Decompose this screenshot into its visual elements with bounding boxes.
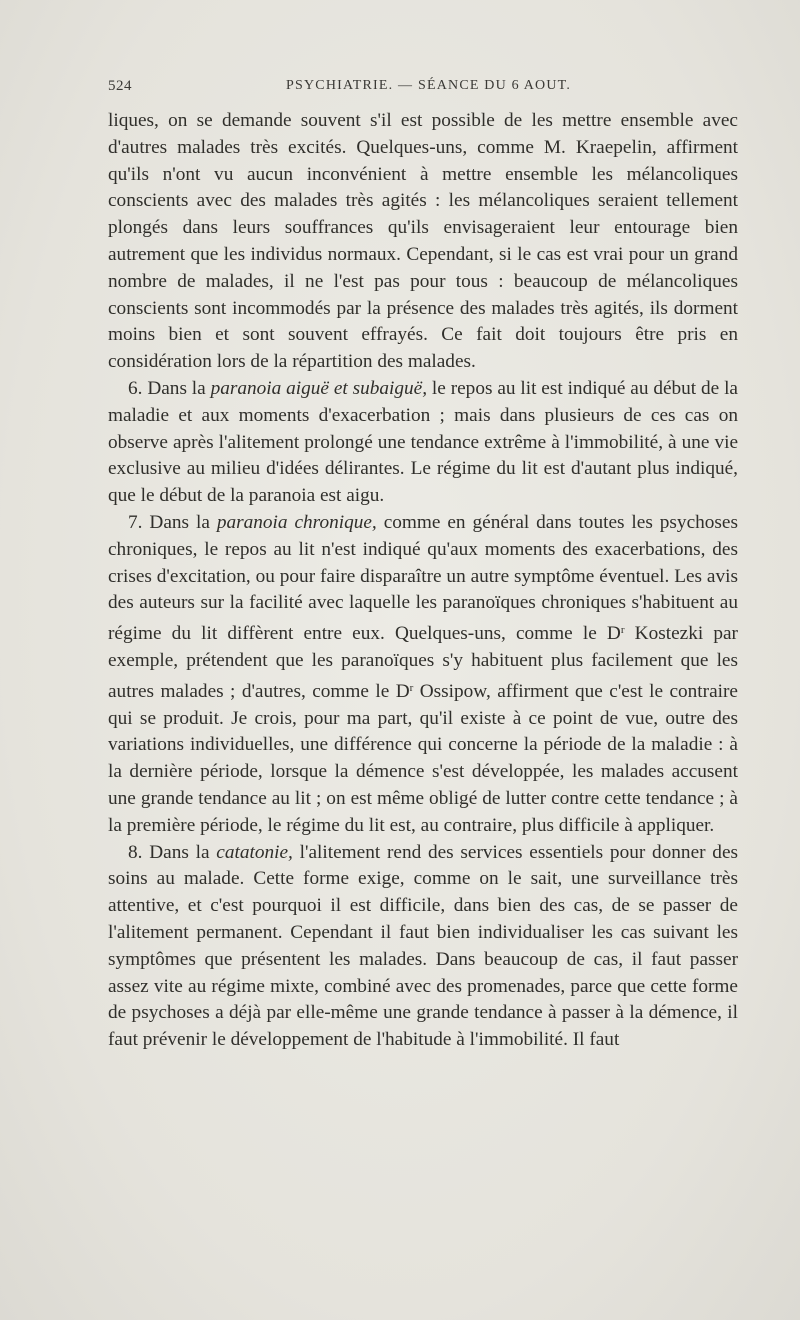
paragraph-7-paranoia-chronique [108,510,738,840]
paragraph-text: Ossipow, affirment que c'est le contraire qui se produit. Je crois, pour ma part, qu'il existe à ce point de vue, outre des variations individuelles, une différence qui concerne la période de la maladie : à la dernière période, lorsque la démence s'est développée, les malades accusent une grande tendance au lit ; on est même obligé de lutter contre cette tendance ; à la première période, le régime du lit est, au contraire, plus difficile à appliquer. [108,680,738,836]
paragraph-6-paranoia-aigue [108,376,738,510]
running-head: PSYCHIATRIE. — SÉANCE DU 6 AOUT. [286,78,572,93]
paragraph-text: l'alitement rend des services essentiels pour donner des soins au malade. Cette forme exige, comme on le sait, une surveillance très attentive, et c'est pourquoi il est difficile, dans bien des cas, de se passer de l'alitement permanent. Cependant il faut bien individualiser les cas suivant les symptômes que présentent les malades. Dans beaucoup de cas, il faut passer assez vite au régime mixte, combiné avec des promenades, parce que cette forme de psychoses a déjà par elle-même une grande tendance à passer à la démence, il faut prévenir le développement de l'habitude à l'immobilité. Il faut [108,841,739,1051]
paragraph-continuation [108,108,738,376]
paragraph-number: 7. [128,511,143,533]
paragraph-number: 6. [128,377,143,399]
paragraph-term: paranoia chronique, [216,511,377,533]
paragraph-text: liques, on se demande souvent s'il est possible de les mettre ensemble avec d'autres malades très excités. Quelques-uns, comme M. Kraepelin, affirment qu'ils n'ont vu aucun inconvénient à mettre ensemble les mélancoliques conscients avec des malades très agités : les mélancoliques seraient tellement plongés dans leurs souffrances qu'ils envisageraient leur entourage bien autrement que les individus normaux. Cependant, si le cas est vrai pour un grand nombre de malades, il ne l'est pas pour tous : beaucoup de mélancoliques conscients sont incommodés par la présence des malades très agités, ils dorment moins bien et sont souvent effrayés. Ce fait doit toujours être pris en considération lors de la répartition des malades. [108,110,738,373]
paragraph-number: 8. [128,841,143,863]
paragraph-lead: Dans la [149,511,210,533]
body-text [108,108,738,1054]
superscript: r [409,681,414,694]
paragraph-text: le repos au lit est indiqué au début de la maladie et aux moments d'exacerbation ; mais dans plusieurs de ces cas on observe après l'alitement prolongé une tendance extrême à l'immobilité, à une vie exclusive au milieu d'idées délirantes. Le régime du lit est d'autant plus indiqué, que le début de la paranoia est aigu. [108,377,738,507]
superscript: r [620,624,625,637]
paragraph-lead: Dans la [147,377,206,399]
paragraph-lead: Dans la [149,841,210,863]
page-header [108,78,738,104]
page-number: 524 [108,78,132,94]
paragraph-8-catatonie [108,840,738,1054]
paragraph-text: comme en général dans toutes les psychoses chroniques, le repos au lit n'est indiqué qu'aux moments des exacerbations, des crises d'excitation, ou pour faire disparaître un autre symptôme éventuel. Les avis des auteurs sur la facilité avec laquelle les paranoïques chroniques s'habituent au régime du lit diffèrent entre eux. Quelques-uns, comme le D [108,511,738,645]
paragraph-text: Kostezki par exemple, prétendent que les paranoïques s'y habituent plus facilement que les autres malades ; d'autres, comme le D [108,623,738,702]
paragraph-term: paranoia aiguë et subaiguë, [210,377,428,399]
paragraph-term: catatonie, [216,841,293,863]
